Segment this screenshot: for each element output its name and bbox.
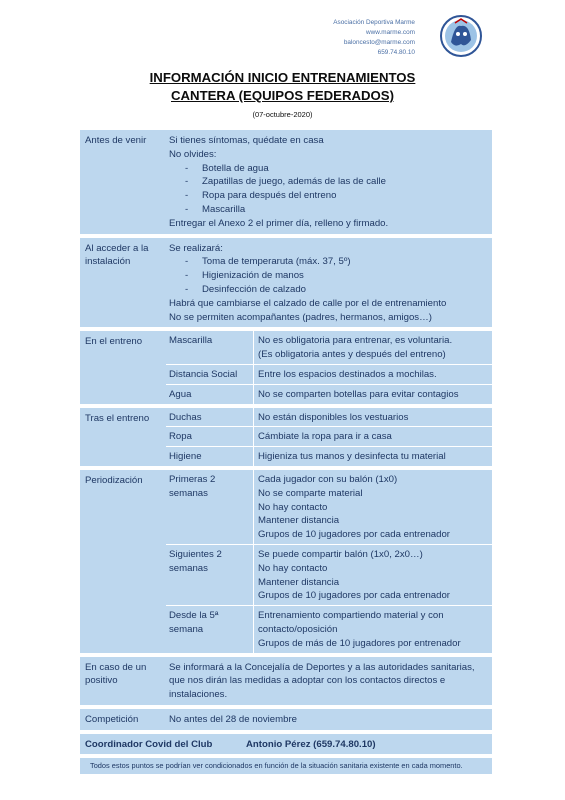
subrow-value: Se puede compartir balón (1x0, 2x0…) No hay contacto Mantener distancia Grupos de 10 jugadores por cada entrenador xyxy=(258,548,451,602)
subrow-label: Higiene xyxy=(166,447,254,466)
subrow-label: Primeras 2 semanas xyxy=(166,470,254,544)
row-body: No antes del 28 de noviembre xyxy=(169,713,297,725)
text-line: No se permiten acompañantes (padres, hermanos, amigos…) xyxy=(169,311,432,323)
row-tras-el-entreno xyxy=(80,408,492,466)
row-label: Al acceder a la instalación xyxy=(85,242,149,267)
subrow-label: Siguientes 2 semanas xyxy=(166,545,254,605)
list-item: - Higienización de manos xyxy=(185,270,304,282)
text-line: Entregar el Anexo 2 el primer día, relleno y firmado. xyxy=(169,217,389,229)
text-line: Habrá que cambiarse el calzado de calle por el de entrenamiento xyxy=(169,297,447,309)
document-date: (07-octubre-2020) xyxy=(252,110,313,119)
club-name: Asociación Deportiva Marme xyxy=(333,19,415,26)
subrow-value: Cada jugador con su balón (1x0) No se comparte material No hay contacto Mantener distancia Grupos de 10 jugadores por cada entrenador xyxy=(258,473,451,541)
row-positivo xyxy=(80,657,492,705)
row-al-acceder xyxy=(80,238,492,328)
row-competicion xyxy=(80,709,492,730)
coordinator-label: Coordinador Covid del Club xyxy=(85,738,213,750)
row-antes-de-venir xyxy=(80,130,492,234)
list-item: - Desinfección de calzado xyxy=(185,283,306,295)
subrow xyxy=(166,544,492,605)
club-website: www.marme.com xyxy=(366,29,415,36)
subrow-label: Agua xyxy=(166,385,254,404)
subrow xyxy=(166,470,492,544)
row-body: Se informará a la Concejalía de Deportes y a las autoridades sanitarias, que nos dirán las medidas a adoptar con los contactos directos e instalaciones. xyxy=(169,661,475,701)
row-body xyxy=(166,238,492,328)
club-phone: 659.74.80.10 xyxy=(377,49,415,56)
subrow xyxy=(166,408,492,427)
subrow-value: No están disponibles los vestuarios xyxy=(258,411,409,423)
subrow-value: No es obligatoria para entrenar, es voluntaria. (Es obligatoria antes y después del entreno) xyxy=(258,335,453,361)
subrow-label: Mascarilla xyxy=(166,331,254,364)
subrow-value: Entrenamiento compartiendo material y con contacto/oposición Grupos de más de 10 jugadores por entrenador xyxy=(258,610,461,649)
subrow xyxy=(166,331,492,364)
subrow xyxy=(166,446,492,466)
row-label: Periodización xyxy=(85,474,143,486)
text-line: No olvides: xyxy=(169,148,217,160)
subrow-value: Cámbiate la ropa para ir a casa xyxy=(258,431,392,443)
row-label: En caso de un positivo xyxy=(85,661,147,686)
club-contact-info xyxy=(265,18,415,58)
subrow xyxy=(166,605,492,652)
row-subtable xyxy=(166,408,492,466)
subrow-label: Ropa xyxy=(166,427,254,446)
subrow-label: Distancia Social xyxy=(166,365,254,384)
row-label: Tras el entreno xyxy=(85,412,150,424)
subrow-value: Higieniza tus manos y desinfecta tu material xyxy=(258,451,446,463)
info-table xyxy=(80,130,492,778)
row-subtable xyxy=(166,470,492,653)
row-footnote xyxy=(80,758,492,774)
footnote-text: Todos estos puntos se podrían ver condicionados en función de la situación sanitaria existente en cada momento. xyxy=(90,760,463,770)
subrow-label: Desde la 5ª semana xyxy=(166,606,254,652)
coordinator-value: Antonio Pérez (659.74.80.10) xyxy=(246,738,376,750)
row-label: Competición xyxy=(85,713,139,725)
row-label: En el entreno xyxy=(85,336,143,348)
list-item: - Zapatillas de juego, además de las de calle xyxy=(185,176,386,188)
subrow xyxy=(166,426,492,446)
subrow-label: Duchas xyxy=(166,408,254,427)
document-title xyxy=(0,69,565,105)
subrow-value: No se comparten botellas para evitar contagios xyxy=(258,388,459,400)
row-body xyxy=(166,130,492,234)
club-email: baloncesto@marme.com xyxy=(343,39,415,46)
subrow xyxy=(166,364,492,384)
row-coordinador xyxy=(80,734,492,754)
row-label: Antes de venir xyxy=(85,135,147,146)
title-line-1: INFORMACIÓN INICIO ENTRENAMIENTOS xyxy=(149,70,416,85)
list-item: - Ropa para después del entreno xyxy=(185,190,337,202)
text-line: Se realizará: xyxy=(169,242,223,254)
subrow xyxy=(166,384,492,404)
list-item: - Toma de temperaruta (máx. 37, 5º) xyxy=(185,256,351,268)
title-line-2: CANTERA (EQUIPOS FEDERADOS) xyxy=(171,88,394,103)
text-line: Si tienes síntomas, quédate en casa xyxy=(169,135,324,146)
row-en-el-entreno xyxy=(80,331,492,403)
row-periodizacion xyxy=(80,470,492,653)
subrow-value: Entre los espacios destinados a mochilas. xyxy=(258,368,437,380)
list-item: - Botella de agua xyxy=(185,162,269,174)
club-logo xyxy=(439,14,483,58)
row-subtable xyxy=(166,331,492,403)
list-item: - Mascarilla xyxy=(185,203,246,215)
